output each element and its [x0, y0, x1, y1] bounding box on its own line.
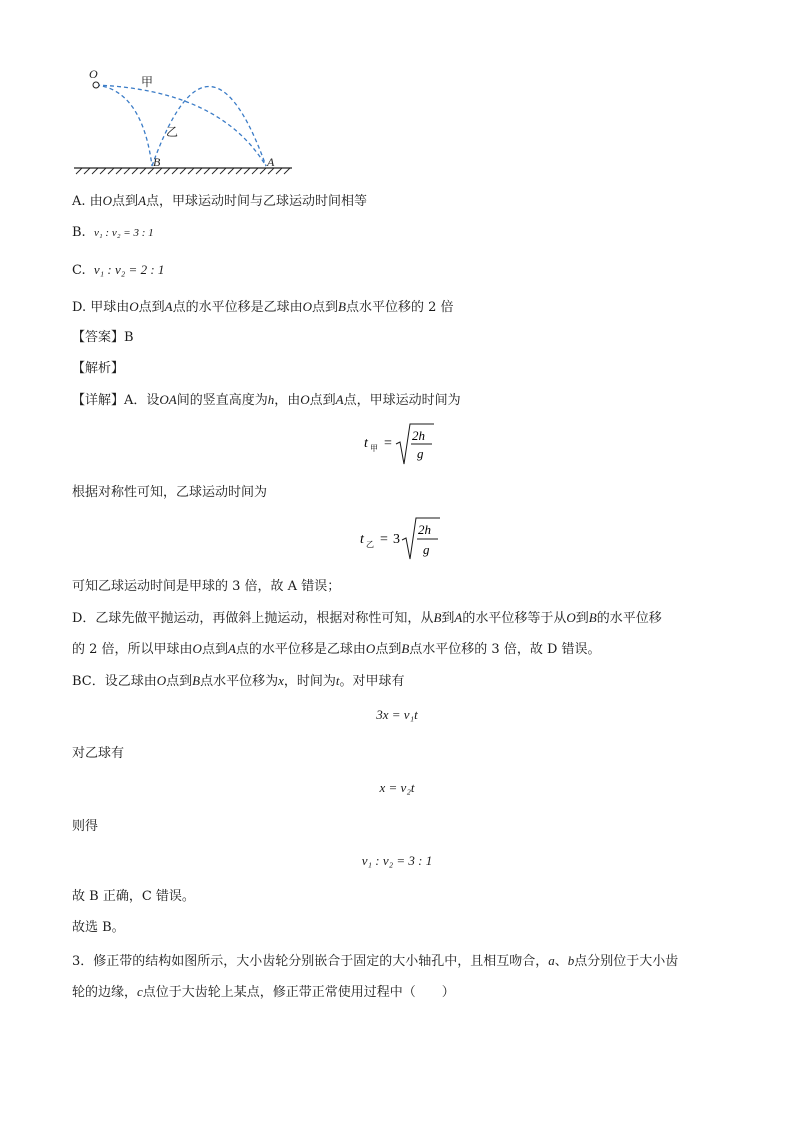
option-b: B. v₁ : v₂ = 3 : 1 — [72, 225, 154, 240]
label-a: A — [267, 155, 275, 169]
trajectory-jia — [96, 85, 266, 166]
svg-text:t: t — [364, 436, 368, 451]
detail-paragraph-7: 对乙球有 — [72, 746, 125, 761]
detail-paragraph-8: 则得 — [72, 819, 99, 834]
question-3-line-2: 轮的边缘，c点位于大齿轮上某点，修正带正常使用过程中（ ） — [72, 984, 455, 1000]
option-a: A. 由O点到A点，甲球运动时间与乙球运动时间相等 — [72, 193, 368, 209]
detail-paragraph-1: 【详解】A．设OA间的竖直高度为h，由O点到A点，甲球运动时间为 — [72, 392, 461, 408]
svg-text:g: g — [417, 446, 424, 461]
label-yi: 乙 — [166, 125, 179, 139]
svg-text:g: g — [423, 542, 430, 557]
svg-text:t: t — [360, 532, 364, 547]
svg-text:3: 3 — [393, 532, 400, 547]
ground-hatching — [76, 168, 290, 174]
detail-paragraph-2: 根据对称性可知，乙球运动时间为 — [72, 485, 268, 500]
svg-text:2h: 2h — [418, 522, 431, 537]
detail-paragraph-9: 故 B 正确，C 错误。 — [72, 889, 195, 904]
svg-text:2h: 2h — [412, 428, 425, 443]
detail-paragraph-5: 的 2 倍，所以甲球由O点到A点的水平位移是乙球由O点到B点水平位移的 3 倍，故 D 错误。 — [72, 641, 601, 657]
detail-paragraph-10: 故选 B。 — [72, 920, 125, 935]
trajectory-yi-first — [96, 85, 152, 166]
svg-text:甲: 甲 — [370, 444, 378, 453]
start-point — [93, 82, 99, 88]
label-o: O — [89, 67, 98, 81]
label-b: B — [153, 155, 161, 169]
detail-paragraph-3: 可知乙球运动时间是甲球的 3 倍，故 A 错误； — [72, 579, 341, 594]
detail-paragraph-4: D．乙球先做平抛运动，再做斜上抛运动，根据对称性可知，从B到A的水平位移等于从O到B的水平位移 — [72, 610, 662, 626]
projectile-figure — [70, 62, 300, 177]
svg-text:=: = — [384, 436, 392, 451]
equation-1 — [362, 420, 452, 470]
option-d: D. 甲球由O点到A点的水平位移是乙球由O点到B点水平位移的 2 倍 — [72, 299, 454, 315]
equation-3: 3x = v₁t — [376, 707, 418, 722]
question-3-line-1: 3．修正带的结构如图所示，大小齿轮分别嵌合于固定的大小轴孔中，且相互吻合，a、b点分别位于大小齿 — [72, 953, 679, 969]
equation-2 — [358, 513, 458, 563]
detail-paragraph-6: BC．设乙球由O点到B点水平位移为x，时间为t。对甲球有 — [72, 673, 405, 689]
option-c: C. v₁ : v₂ = 2 : 1 — [72, 262, 165, 278]
answer: 【答案】B — [72, 330, 134, 345]
svg-text:=: = — [380, 532, 388, 547]
equation-4: x = v₂t — [379, 780, 415, 795]
svg-text:乙: 乙 — [366, 540, 374, 549]
label-jia: 甲 — [141, 75, 154, 89]
analysis-heading: 【解析】 — [72, 361, 125, 376]
equation-5: v₁ : v₂ = 3 : 1 — [361, 853, 433, 868]
